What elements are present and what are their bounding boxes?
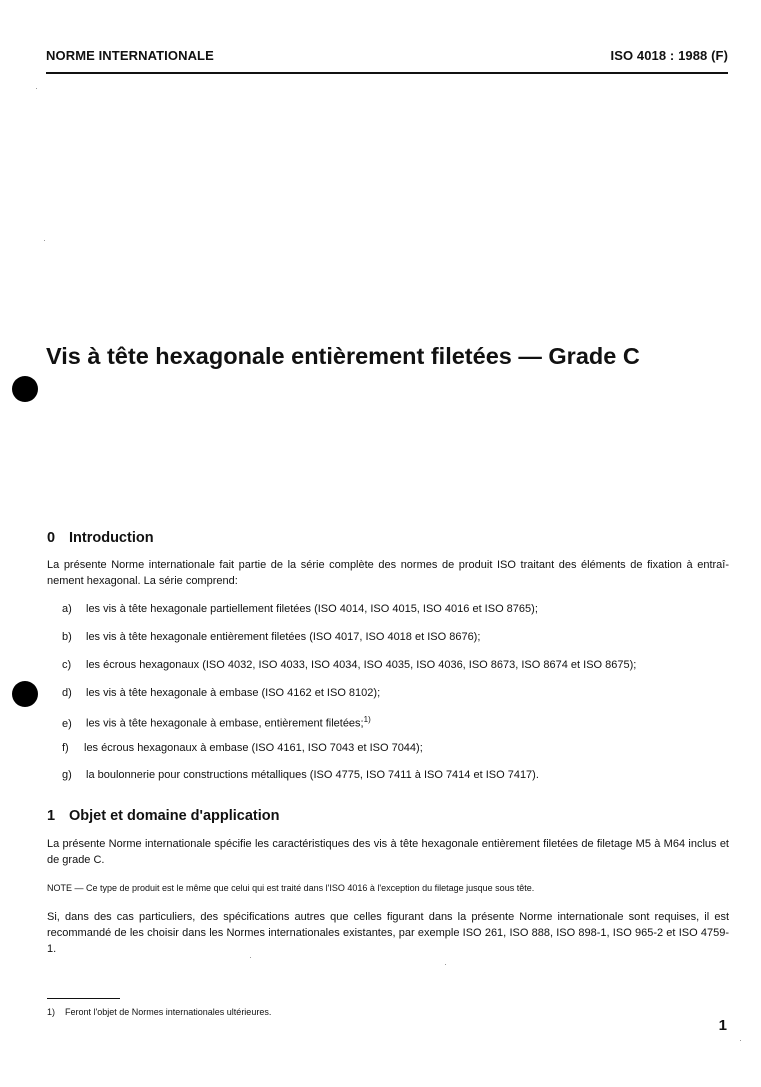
header-standard-type: NORME INTERNATIONALE <box>46 48 214 63</box>
header-rule <box>46 72 728 74</box>
list-item-label: f) <box>62 742 69 754</box>
list-item-label: g) <box>62 769 72 781</box>
list-item-text: les vis à tête hexagonale à embase, entièrement filetées; <box>86 717 364 730</box>
punch-hole-lower <box>12 681 38 707</box>
section-1-heading <box>47 808 280 824</box>
list-item-label: a) <box>62 603 72 615</box>
list-item-text: les écrous hexagonaux à embase (ISO 4161, ISO 7043 et ISO 7044); <box>84 742 423 754</box>
section-0-title: Introduction <box>69 530 154 546</box>
list-item-label: d) <box>62 687 72 699</box>
scan-speck <box>36 88 37 89</box>
header-standard-reference: ISO 4018 : 1988 (F) <box>610 48 728 63</box>
footnote-rule <box>47 998 120 999</box>
section-1-paragraph-1: La présente Norme internationale spécifie les caractéristiques des vis à tête hexagonale entièrement filetées de filetage M5 à M64 inclus et de grade C. <box>47 838 729 866</box>
section-0-number: 0 <box>47 530 56 546</box>
list-item-c <box>62 658 729 672</box>
list-item-label: b) <box>62 631 72 643</box>
section-1-title: Objet et domaine d'application <box>69 808 280 824</box>
footnote-mark: 1) <box>47 1007 56 1017</box>
footnote-text: Feront l'objet de Normes internationales ultérieures. <box>65 1007 272 1017</box>
list-item-e <box>62 713 729 731</box>
list-item-text: les vis à tête hexagonale partiellement filetées (ISO 4014, ISO 4015, ISO 4016 et ISO 8765); <box>86 603 538 615</box>
page-number: 1 <box>718 1017 727 1034</box>
document-title: Vis à tête hexagonale entièrement filetées — Grade C <box>46 343 640 369</box>
punch-hole-upper <box>12 376 38 402</box>
list-item-label: e) <box>62 717 72 730</box>
list-item-f <box>62 741 729 755</box>
scan-speck <box>445 964 446 965</box>
scan-speck <box>250 957 251 958</box>
footnote-reference: 1) <box>363 715 371 724</box>
section-1-note: NOTE — Ce type de produit est le même que celui qui est traité dans l'ISO 4016 à l'exception du filetage jusque sous tête. <box>47 883 535 893</box>
section-0-heading <box>47 530 154 546</box>
section-0-intro: La présente Norme internationale fait partie de la série complète des normes de produit ISO traitant des éléments de fixation à entraî-nement hexagonal. La série comprend: <box>47 559 729 587</box>
list-item-label: c) <box>62 659 72 671</box>
scan-speck <box>740 1040 741 1041</box>
list-item-b <box>62 630 729 644</box>
list-item-a <box>62 602 729 616</box>
list-item-text: les vis à tête hexagonale à embase (ISO 4162 et ISO 8102); <box>86 687 381 699</box>
list-item-text: les écrous hexagonaux (ISO 4032, ISO 4033, ISO 4034, ISO 4035, ISO 4036, ISO 8673, ISO 8674 et ISO 8675); <box>86 659 637 671</box>
list-item-text: les vis à tête hexagonale entièrement filetées (ISO 4017, ISO 4018 et ISO 8676); <box>86 631 481 643</box>
list-item-g <box>62 768 729 782</box>
list-item-text: la boulonnerie pour constructions métalliques (ISO 4775, ISO 7411 à ISO 7414 et ISO 7417). <box>86 769 539 781</box>
footnote <box>47 1007 271 1017</box>
scan-speck <box>44 240 45 241</box>
section-1-number: 1 <box>47 808 56 824</box>
list-item-d <box>62 686 729 700</box>
section-1-paragraph-2: Si, dans des cas particuliers, des spécifications autres que celles figurant dans la présente Norme internationale sont requises, il est recommandé de les choisir dans les Normes internationales existantes, par exemple ISO 261, ISO 888, ISO 898-1, ISO 965-2 et ISO 4759-1. <box>47 911 729 955</box>
